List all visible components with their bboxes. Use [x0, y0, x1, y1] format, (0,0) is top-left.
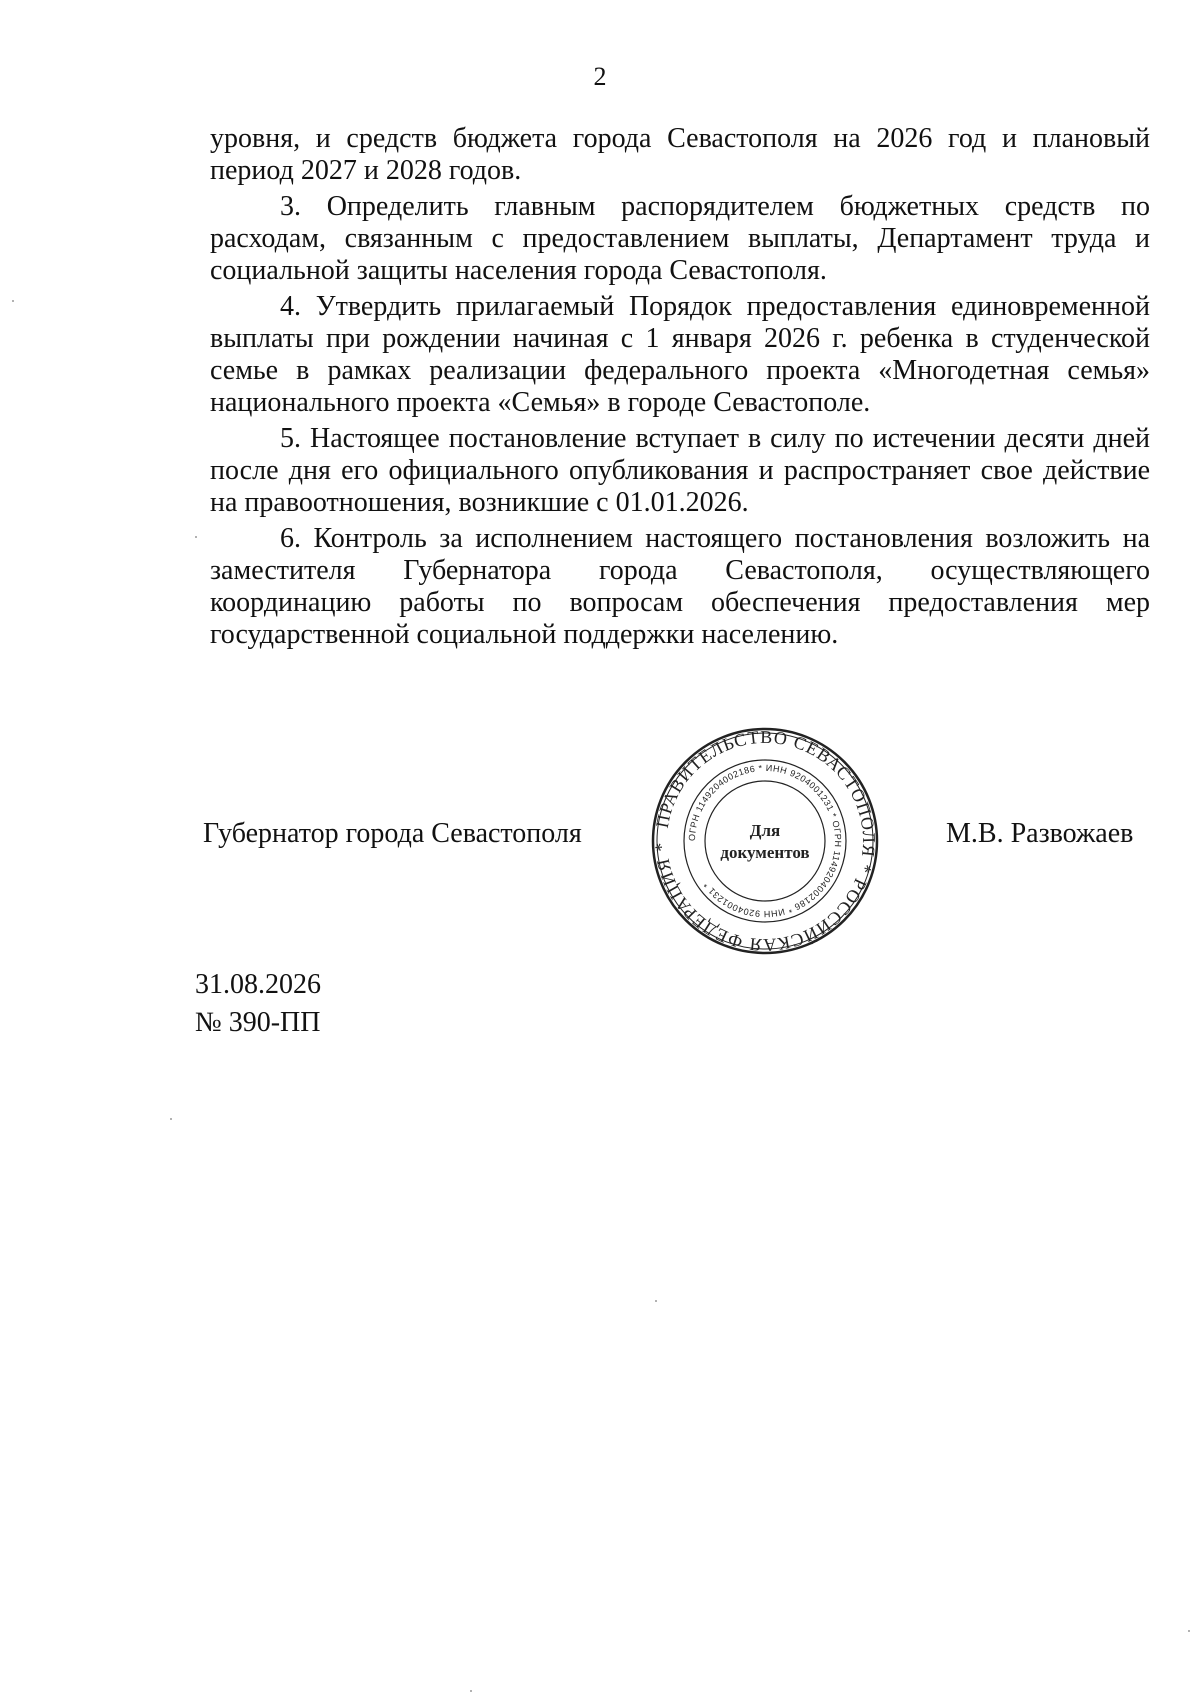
scan-speck [12, 300, 14, 302]
paragraph-6: 6. Контроль за исполнением настоящего постановления возложить на заместителя Губернатора города Севастополя, осуществляющего координацию работы по вопросам обеспечения предоставления мер государственной социальной поддержки населению. [210, 523, 1150, 650]
paragraph-continuation: уровня, и средств бюджета города Севастополя на 2026 год и плановый период 2027 и 2028 годов. [210, 123, 1150, 186]
decree-body [210, 123, 1150, 655]
scan-speck [655, 1300, 657, 1302]
scan-speck [170, 1118, 172, 1120]
seal-inner-text: ОГРН 1149204002186 * ИНН 9204001231 * ОГРН 1149204002186 * ИНН 9204001231 * [686, 762, 844, 920]
paragraph-3: 3. Определить главным распорядителем бюджетных средств по расходам, связанным с предоставлением выплаты, Департамент труда и социальной защиты населения города Севастополя. [210, 191, 1150, 286]
page-number: 2 [593, 62, 607, 91]
paragraph-4: 4. Утвердить прилагаемый Порядок предоставления единовременной выплаты при рождении начиная с 1 января 2026 г. ребенка в студенческой семье в рамках реализации федерального проекта «Многодетная семья» национального проекта «Семья» в городе Севастополе. [210, 291, 1150, 418]
date-number-block [195, 966, 321, 1042]
seal-middle-ring [684, 760, 846, 922]
seal-inner-ring [705, 781, 825, 901]
seal-outer-text: ПРАВИТЕЛЬСТВО СЕВАСТОПОЛЯ * РОССИЙСКАЯ ФЕДЕРАЦИЯ * [650, 726, 880, 956]
scan-speck [470, 1690, 472, 1692]
signatory-name: М.В. Развожаев [946, 818, 1134, 849]
scan-speck [1188, 1630, 1190, 1632]
decree-number: № 390-ПП [195, 1007, 321, 1038]
paragraph-5: 5. Настоящее постановление вступает в силу по истечении десяти дней после дня его официального опубликования и распространяет свое действие на правоотношения, возникшие с 01.01.2026. [210, 423, 1150, 518]
seal-center-line1: Для [749, 821, 781, 840]
signatory-position: Губернатор города Севастополя [203, 818, 582, 849]
official-seal [645, 726, 885, 956]
seal-center-line2: документов [720, 843, 810, 862]
scan-speck [195, 536, 197, 538]
decree-date: 31.08.2026 [195, 969, 321, 1000]
